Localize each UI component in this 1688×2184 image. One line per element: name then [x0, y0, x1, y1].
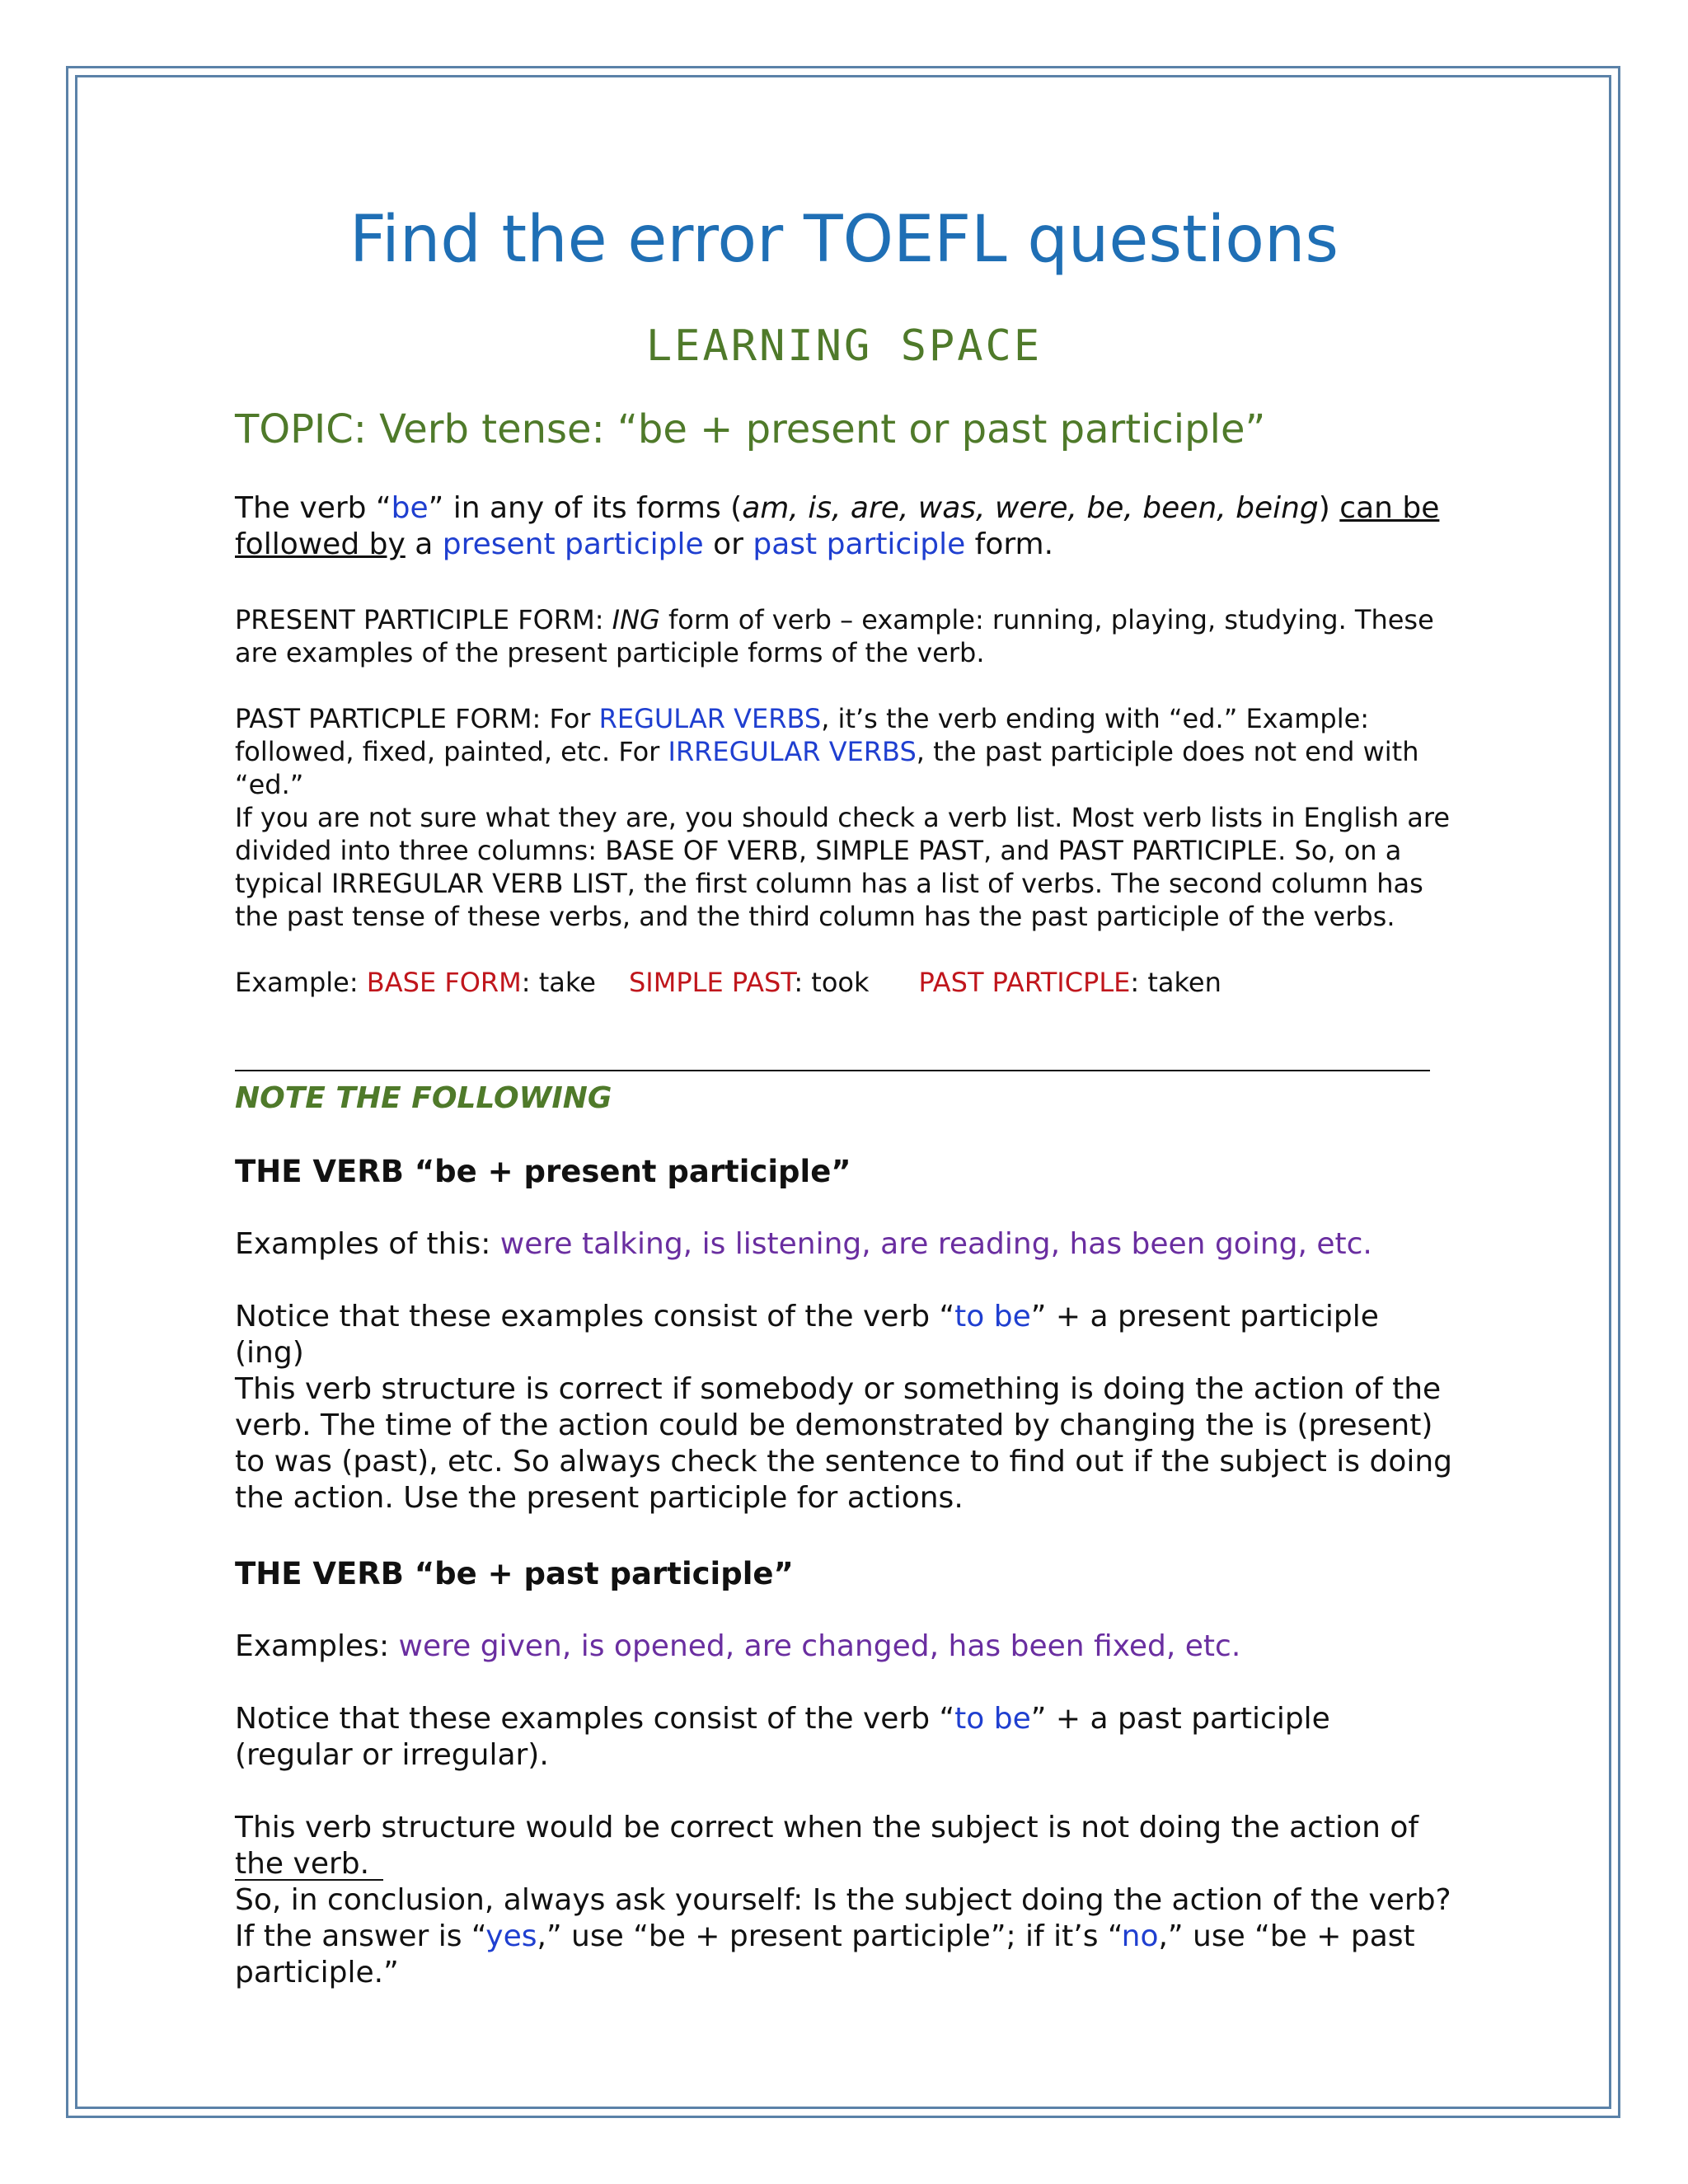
intro-past-participle: past participle	[753, 527, 966, 561]
divider	[235, 1070, 1430, 1071]
short-divider	[235, 1879, 383, 1881]
conclusion-yes: yes	[485, 1919, 537, 1953]
regular-verbs: REGULAR VERBS	[598, 703, 822, 734]
to-be: to be	[954, 1300, 1031, 1333]
past-notice: Notice that these examples consist of the verb “to be” + a past participle (regular or irregular).	[235, 1702, 1330, 1772]
intro-forms: am, is, are, was, were, be, been, being	[742, 491, 1319, 525]
intro-text: ” in any of its forms (	[428, 491, 743, 525]
page-subtitle: LEARNING SPACE	[645, 321, 1043, 371]
intro-text: a	[405, 527, 443, 561]
past-explanation: This verb structure would be correct when the subject is not doing the action of the verb.	[235, 1811, 1419, 1881]
past-examples-list: were given, is opened, are changed, has been fixed, etc.	[398, 1629, 1241, 1663]
note-heading: NOTE THE FOLLOWING	[235, 1081, 612, 1115]
present-examples-list: were talking, is listening, are reading, has been going, etc.	[499, 1227, 1372, 1261]
verb-list-paragraph: If you are not sure what they are, you should check a verb list. Most verb lists in English are divided into three columns: BASE OF VERB, SIMPLE PAST, and PAST PARTICIPLE. So, on a typical IRREGULAR VERB LIST, the first column has a list of verbs. The second column has the past tense of these verbs, and the third column has the past participle of the verbs.	[235, 802, 1451, 932]
page-title: Find the error TOEFL questions	[349, 203, 1339, 277]
ing-label: ING	[612, 604, 660, 635]
intro-text: or	[703, 527, 753, 561]
intro-text: )	[1318, 491, 1340, 525]
present-participle-form: PRESENT PARTICIPLE FORM: ING form of verb – example: running, playing, studying. These are examples of the present participle forms of the verb.	[235, 604, 1434, 668]
to-be: to be	[954, 1702, 1031, 1736]
past-examples: Examples: were given, is opened, are changed, has been fixed, etc.	[235, 1629, 1241, 1663]
present-section-heading: THE VERB “be + present participle”	[235, 1154, 851, 1189]
past-participle-label: PAST PARTICPLE	[918, 967, 1131, 998]
conclusion: So, in conclusion, always ask yourself: Is the subject doing the action of the verb? If the answer is “yes,” use “be + present participle”; if it’s “no,” use “be + past participle.”	[235, 1883, 1451, 1990]
topic-heading: TOPIC: Verb tense: “be + present or past participle”	[235, 406, 1266, 452]
simple-past-label: SIMPLE PAST	[628, 967, 795, 998]
intro-present-participle: present participle	[442, 527, 704, 561]
intro-text: The verb “	[235, 491, 392, 525]
present-examples: Examples of this: were talking, is listening, are reading, has been going, etc.	[235, 1227, 1372, 1261]
past-section-heading: THE VERB “be + past participle”	[235, 1556, 794, 1591]
base-form-label: BASE FORM	[366, 967, 522, 998]
intro-text: form.	[965, 527, 1054, 561]
intro-be: be	[391, 491, 429, 525]
intro-underlined: can be followed by	[235, 491, 1440, 561]
example-line: Example: BASE FORM: take SIMPLE PAST: took PAST PARTICPLE: taken	[235, 967, 1221, 998]
conclusion-no: no	[1121, 1919, 1159, 1953]
intro-paragraph	[235, 490, 1455, 563]
present-notice: Notice that these examples consist of the verb “to be” + a present participle (ing)	[235, 1300, 1379, 1370]
past-participle-form: PAST PARTICPLE FORM: For REGULAR VERBS, it’s the verb ending with “ed.” Example: followed, fixed, painted, etc. For IRREGULAR VERBS, the past participle does not end with “ed.”	[235, 703, 1419, 800]
irregular-verbs: IRREGULAR VERBS	[668, 736, 917, 767]
present-explanation: This verb structure is correct if somebody or something is doing the action of the verb. The time of the action could be demonstrated by changing the is (present) to was (past), etc. So always check the sentence to find out if the subject is doing the action. Use the present participle for actions.	[235, 1372, 1453, 1515]
